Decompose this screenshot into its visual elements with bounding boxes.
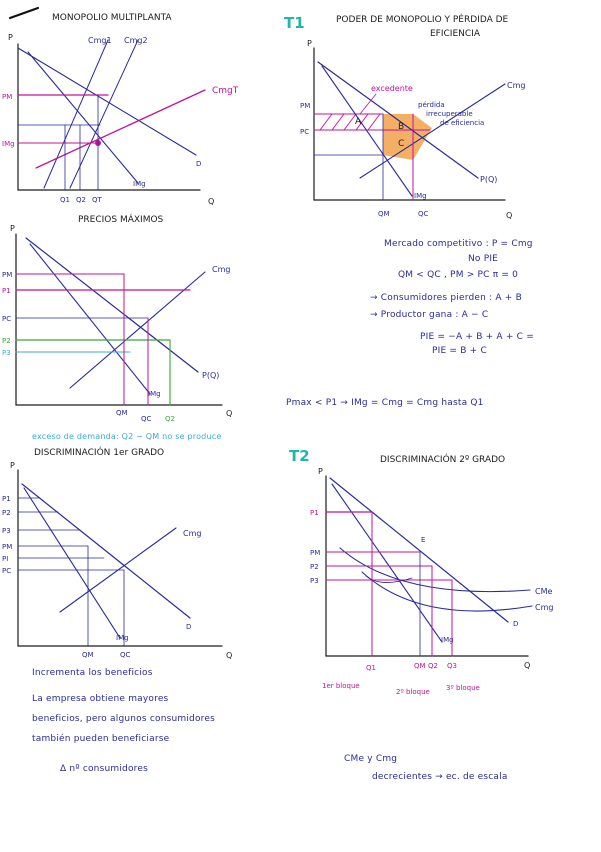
- d4-p1-tick: P1: [2, 495, 11, 503]
- d2-area-b-label: B: [398, 122, 405, 132]
- d4-q-label: Q: [226, 651, 233, 660]
- note-pmax: Pmax < P1 → IMg = Cmg = Cmg hasta Q1: [286, 398, 484, 408]
- d3-p1-tick: P1: [2, 287, 11, 295]
- d4-p2-tick: P2: [2, 509, 11, 517]
- d2-img-label: IMg: [414, 192, 427, 200]
- d5-qm-tick: QM: [414, 662, 426, 670]
- d2-qc-tick: QC: [418, 210, 429, 218]
- d4-d-label: D: [186, 623, 192, 631]
- d1-cmgt-line: [36, 90, 205, 168]
- d2-excedente-label: excedente: [371, 84, 413, 93]
- d5-bloque-1: 1er bloque: [322, 682, 360, 690]
- note-green-exceso: exceso de demanda: Q2 − QM no se produce: [32, 432, 222, 441]
- d5-q1-tick: Q1: [366, 664, 376, 672]
- note-empresa-obtiene: La empresa obtiene mayores: [32, 694, 169, 704]
- note-productor-gana: → Productor gana : A − C: [370, 310, 489, 320]
- d2-perdida-l3: de eficiencia: [440, 119, 485, 127]
- d2-area-c-label: C: [398, 139, 405, 149]
- d5-img-line: [332, 484, 442, 642]
- d4-qc-tick: QC: [120, 651, 131, 659]
- d5-pm-tick: PM: [310, 549, 321, 557]
- d5-q-label: Q: [524, 661, 531, 670]
- d2-title-l2: EFICIENCIA: [430, 29, 480, 39]
- d5-p2-tick: P2: [310, 563, 319, 571]
- d3-cmg-label: Cmg: [212, 265, 231, 274]
- d3-p3-tick: P3: [2, 349, 11, 357]
- d5-title: DISCRIMINACIÓN 2º GRADO: [380, 455, 506, 465]
- d5-e-label: E: [421, 536, 426, 544]
- corner-pen-mark: [10, 8, 38, 18]
- d3-img-label: IMg: [148, 390, 161, 398]
- d4-pm-tick: PM: [2, 543, 13, 551]
- d1-img-line: [28, 52, 138, 183]
- d5-cmg-label: Cmg: [535, 603, 554, 612]
- d1-q-label: Q: [208, 197, 215, 206]
- d5-cme-curve: [340, 548, 530, 592]
- note-tambien-benefician: también pueden beneficiarse: [32, 734, 170, 744]
- d2-p-label: P: [307, 39, 312, 48]
- d3-pq-label: P(Q): [202, 371, 220, 380]
- diagram-precios-maximos: [2, 213, 232, 423]
- note-pie-calc: PIE = −A + B + A + C =: [420, 332, 534, 342]
- d3-q-label: Q: [226, 409, 233, 418]
- d3-pm-tick: PM: [2, 271, 13, 279]
- d1-q1-tick: Q1: [60, 196, 70, 204]
- d5-q2-tick: Q2: [428, 662, 438, 670]
- d1-demand-line: [18, 48, 196, 155]
- diagram-monopolio-multiplanta: [2, 8, 239, 206]
- note-incrementa-beneficios: Incrementa los beneficios: [32, 668, 153, 678]
- d1-p-label: P: [8, 33, 13, 42]
- d2-pc-label: PC: [300, 128, 310, 136]
- d1-cmgt-label: CmgT: [212, 86, 239, 96]
- d3-p-label: P: [10, 224, 15, 233]
- d5-p-label: P: [318, 467, 323, 476]
- d4-title: DISCRIMINACIÓN 1er GRADO: [34, 448, 165, 458]
- d2-q-label: Q: [506, 211, 513, 220]
- d5-d-label: D: [513, 620, 519, 628]
- d1-qt-tick: QT: [92, 196, 102, 204]
- note-qm-qc: QM < QC , PM > PC π = 0: [398, 270, 519, 280]
- note-cme-cmg: CMe y Cmg: [344, 754, 398, 764]
- d5-img-label: IMg: [441, 636, 454, 644]
- d1-img-label: IMg: [133, 180, 146, 188]
- d2-area-a-label: A: [355, 117, 362, 127]
- d1-q2-tick: Q2: [76, 196, 86, 204]
- d2-pq-label: P(Q): [480, 175, 498, 184]
- d1-d-label: D: [196, 160, 202, 168]
- d4-price-steps: [18, 498, 124, 570]
- d4-img-line: [24, 488, 120, 638]
- diagram-discriminacion-2: [289, 447, 553, 696]
- d2-deadweight-area: [383, 114, 432, 160]
- d2-title-l1: PODER DE MONOPOLIO Y PÉRDIDA DE: [336, 15, 509, 25]
- diagram-discriminacion-1: [2, 446, 232, 660]
- d5-q3-tick: Q3: [447, 662, 457, 670]
- d4-img-label: IMg: [116, 634, 129, 642]
- d2-perdida-l1: pérdida: [418, 101, 445, 109]
- d2-cmg-line: [360, 84, 505, 178]
- d2-perdida-l2: irrecuperable: [426, 110, 473, 118]
- d5-bloque-3: 3º bloque: [446, 684, 480, 692]
- d2-tag: T1: [284, 14, 305, 32]
- note-consumidores-pierden: → Consumidores pierden : A + B: [370, 293, 522, 303]
- d4-cmg-label: Cmg: [183, 529, 202, 538]
- d3-qm-tick: QM: [116, 409, 128, 417]
- d4-p-label: P: [10, 461, 15, 470]
- d5-bloque-2: 2º bloque: [396, 688, 430, 696]
- note-pie-result: PIE = B + C: [432, 346, 487, 356]
- d4-demand-line: [22, 484, 190, 618]
- d5-cme-label: CMe: [535, 587, 553, 596]
- d1-img-level-label: IMg: [2, 140, 15, 148]
- d4-pi-tick: PI: [2, 555, 9, 563]
- d5-p3-tick: P3: [310, 577, 319, 585]
- d5-demand-line: [330, 478, 508, 622]
- d3-p2-tick: P2: [2, 337, 11, 345]
- note-decrecientes: decrecientes → ec. de escala: [372, 772, 508, 782]
- d2-qm-tick: QM: [378, 210, 390, 218]
- d2-area-a-hatch: [320, 114, 380, 130]
- d3-title: PRECIOS MÁXIMOS: [78, 215, 164, 225]
- diagram-poder-monopolio: [284, 13, 525, 220]
- d2-cmg-label: Cmg: [507, 81, 526, 90]
- d3-pc-tick: PC: [2, 315, 12, 323]
- d1-title: MONOPOLIO MULTIPLANTA: [52, 13, 172, 23]
- d3-q2-tick: Q2: [165, 415, 175, 423]
- d4-pc-tick: PC: [2, 567, 12, 575]
- note-mercado-competitivo: Mercado competitivo : P = Cmg: [384, 239, 533, 249]
- d5-p1-tick: P1: [310, 509, 319, 517]
- d2-pm-label: PM: [300, 102, 311, 110]
- d1-pm-label: PM: [2, 93, 13, 101]
- note-beneficios-pero: beneficios, pero algunos consumidores: [32, 714, 216, 724]
- d4-p3-tick: P3: [2, 527, 11, 535]
- d4-qm-tick: QM: [82, 651, 94, 659]
- d3-qc-tick: QC: [141, 415, 152, 423]
- note-delta-consumidores: Δ nº consumidores: [60, 764, 148, 774]
- d1-cmg2-label: Cmg2: [124, 36, 148, 45]
- d5-tag: T2: [289, 447, 310, 465]
- note-no-pie: No PIE: [468, 254, 499, 264]
- d2-excedente-arrow: [360, 94, 376, 114]
- d1-cmg1-label: Cmg1: [88, 36, 112, 45]
